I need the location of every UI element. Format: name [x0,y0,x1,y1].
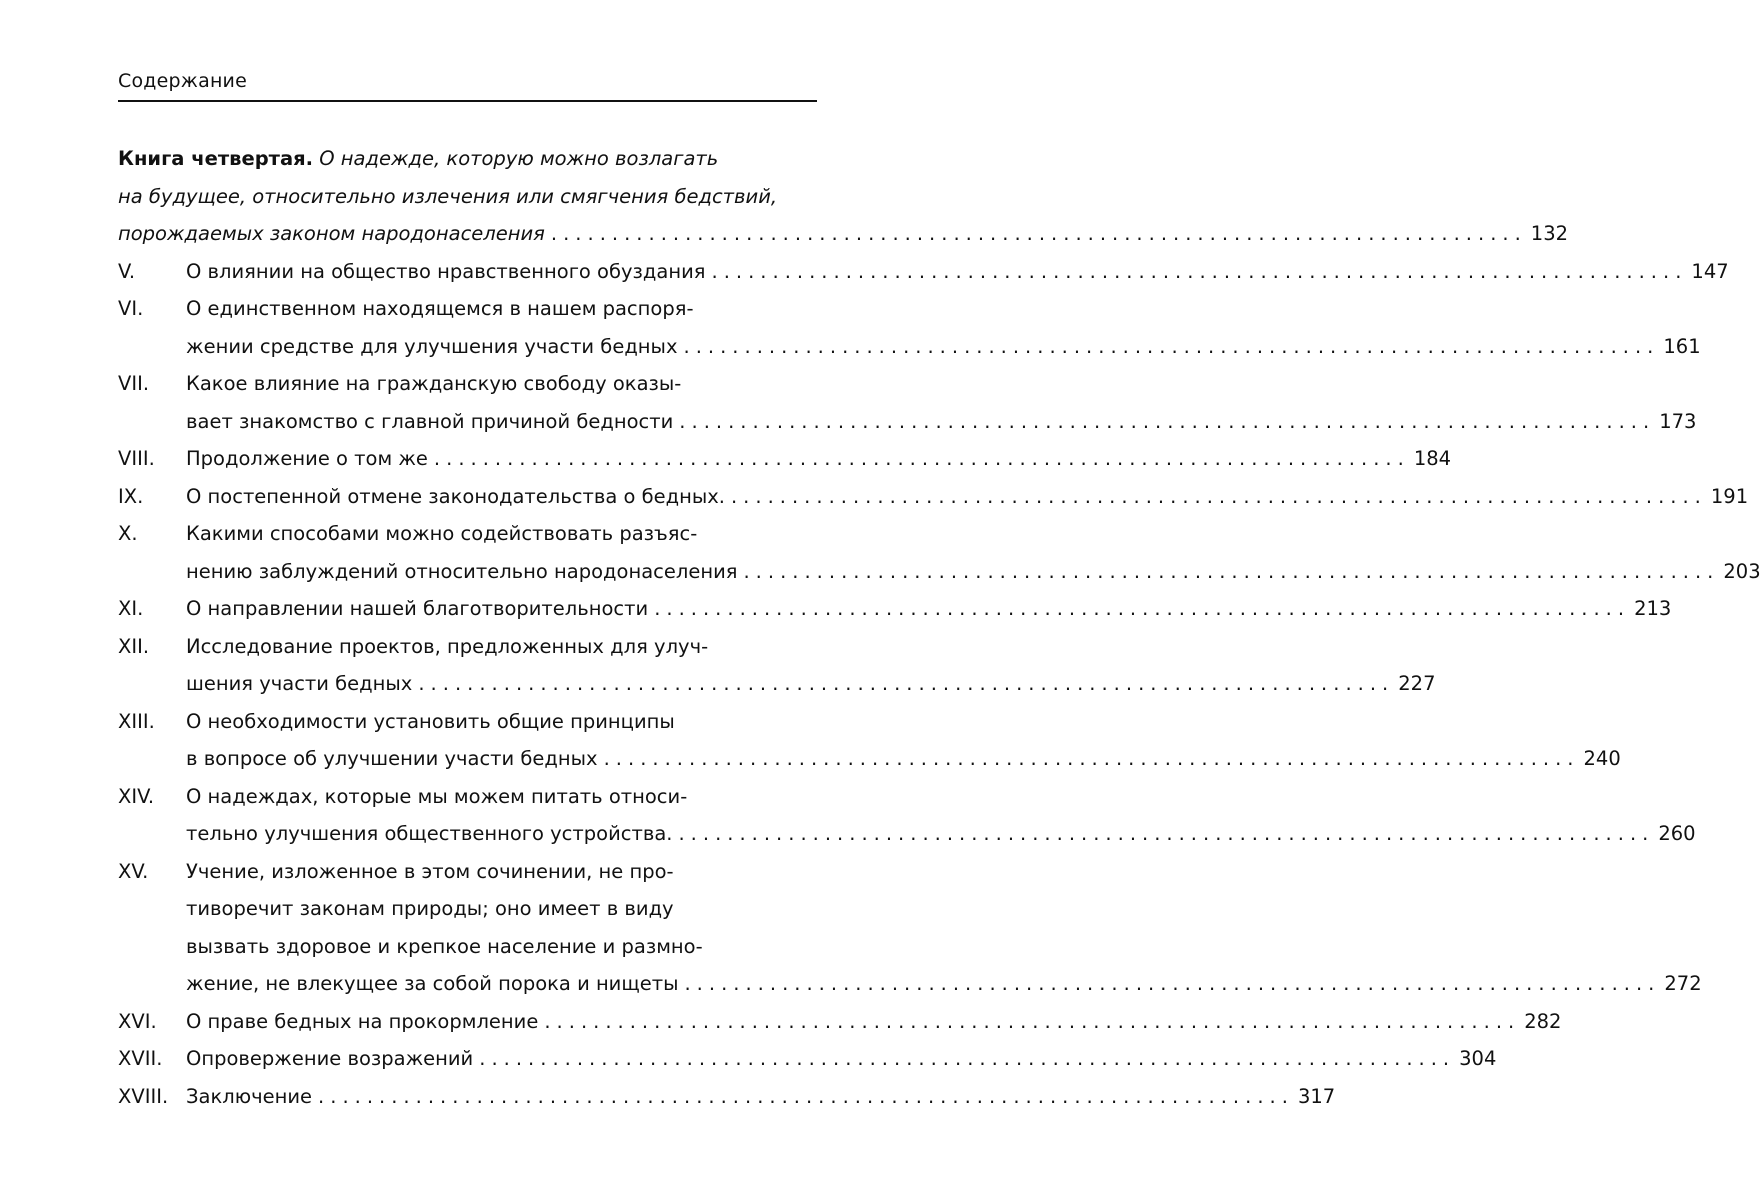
dot-leader: ................................................................................ [683,334,1660,358]
chapter-page-number: 213 [1634,597,1672,620]
chapter-number: XII. [118,634,150,658]
chapter-number: VIII. [118,447,155,470]
chapter-number: X. [118,522,138,545]
chapter-title-line: жение, не влекущее за собой порока и нищеты [186,972,679,995]
chapter-line [118,515,818,553]
chapter-line [118,365,818,403]
book-page-number: 132 [1530,222,1569,245]
book-line-1 [118,140,818,178]
dot-leader: ................................................................................ [711,259,1688,283]
chapter-title-line: Исследование проектов, предложенных для улуч- [186,634,709,658]
chapter-number: XVIII. [118,1084,169,1108]
chapter-line [118,703,818,741]
chapter-line [118,1003,1562,1041]
book-title-line: на будущее, относительно излечения или смягчения бедствий, [118,184,778,208]
chapter-title-line: Какое влияние на гражданскую свободу оказы- [186,372,682,395]
chapter-title-line: О направлении нашей благотворительности [186,597,649,620]
book-line-3 [118,215,1569,253]
chapter-page-number: 260 [1658,822,1696,845]
chapter-page-number: 203 [1723,559,1761,583]
chapter-number: XVI. [118,1009,157,1033]
chapter-title-line: тиворечит законам природы; оно имеет в виду [186,897,674,920]
chapter-line [118,590,1672,628]
chapter-line [118,478,1749,516]
chapter-line [118,403,1697,441]
chapter-line [118,665,1436,703]
chapter-number: XV. [118,859,149,883]
chapter-number: XIII. [118,709,155,733]
dot-leader: ................................................................................ [679,409,1656,433]
chapter-title-line: Заключение [186,1084,313,1108]
chapter-title-line: тельно улучшения общественного устройства. [186,822,673,845]
table-of-contents [118,140,1761,1115]
chapter-line [118,965,1702,1003]
dot-leader: ................................................................................ [433,447,1410,470]
chapter-line [118,928,818,966]
chapter-page-number: 227 [1398,672,1436,695]
chapter-number: XI. [118,597,144,620]
dot-leader: ................................................................................ [550,222,1527,245]
dot-leader: ................................................................................ [418,672,1395,695]
chapter-title-line: в вопросе об улучшении участи бедных [186,747,598,770]
chapter-title-line: нению заблуждений относительно народонаселения [186,559,738,583]
chapter-title-line: Какими способами можно содействовать разъяс- [186,522,698,545]
chapter-page-number: 184 [1413,447,1452,470]
chapter-page-number: 161 [1663,334,1701,358]
chapter-page-number: 173 [1659,409,1697,433]
dot-leader: ................................................................................ [684,972,1661,995]
chapter-number: V. [118,259,136,283]
book-title-line: О надежде, которую можно возлагать [319,147,719,170]
chapter-title-line: О надеждах, которые мы можем питать относи- [186,784,688,808]
chapter-page-number: 240 [1583,747,1621,770]
chapter-page-number: 304 [1459,1047,1497,1070]
header-rule [118,100,817,102]
chapter-line [118,328,1701,366]
dot-leader: ................................................................................ [743,559,1720,583]
dot-leader: ................................................................................ [544,1009,1521,1033]
chapter-title-line: О влиянии на общество нравственного обуздания [186,259,706,283]
chapter-page-number: 317 [1297,1084,1336,1108]
dot-leader: ................................................................................ [603,747,1580,770]
chapter-page-number: 282 [1524,1009,1562,1033]
chapter-title-line: вает знакомство с главной причиной бедности [186,409,674,433]
dot-leader: ................................................................................ [730,484,1707,508]
chapter-line [118,1040,1497,1078]
chapter-title-line: жении средстве для улучшения участи бедных [186,334,678,358]
chapter-number: IX. [118,484,144,508]
chapter-number: XVII. [118,1047,163,1070]
chapter-page-number: 147 [1691,259,1729,283]
dot-leader: ................................................................................ [678,822,1655,845]
chapter-title-line: Учение, изложенное в этом сочинении, не про- [186,859,674,883]
chapter-line [118,290,818,328]
chapter-line [118,1078,1336,1116]
chapter-title-line: О необходимости установить общие принципы [186,709,675,733]
chapter-number: VI. [118,297,144,320]
chapter-number: VII. [118,372,150,395]
chapter-title-line: О постепенной отмене законодательства о бедных. [186,484,725,508]
book-line-2 [118,178,818,216]
chapter-line [118,778,818,816]
book-title-line: порождаемых законом народонаселения [118,222,545,245]
chapter-title-line: вызвать здоровое и крепкое население и размно- [186,934,703,958]
chapter-title-line: Опровержение возражений [186,1047,474,1070]
chapter-title-line: О единственном находящемся в нашем распоря- [186,297,694,320]
chapter-page-number: 191 [1710,484,1749,508]
running-header: Содержание [118,70,247,92]
chapter-title-line: шения участи бедных [186,672,413,695]
chapter-line [118,815,1696,853]
dot-leader: ................................................................................ [479,1047,1456,1070]
chapter-title-line: О праве бедных на прокормление [186,1009,539,1033]
chapter-line [118,440,1452,478]
chapter-line [118,890,818,928]
chapter-title-line: Продолжение о том же [186,447,428,470]
chapter-page-number: 272 [1664,972,1702,995]
chapter-line [118,853,818,891]
chapter-line [118,628,818,666]
chapter-line [118,740,1621,778]
chapter-line [118,253,1729,291]
chapter-number: XIV. [118,784,155,808]
dot-leader: ................................................................................ [654,597,1631,620]
book-label: Книга четвертая. [118,147,314,170]
dot-leader: ................................................................................ [318,1084,1294,1108]
chapter-line [118,553,1761,591]
